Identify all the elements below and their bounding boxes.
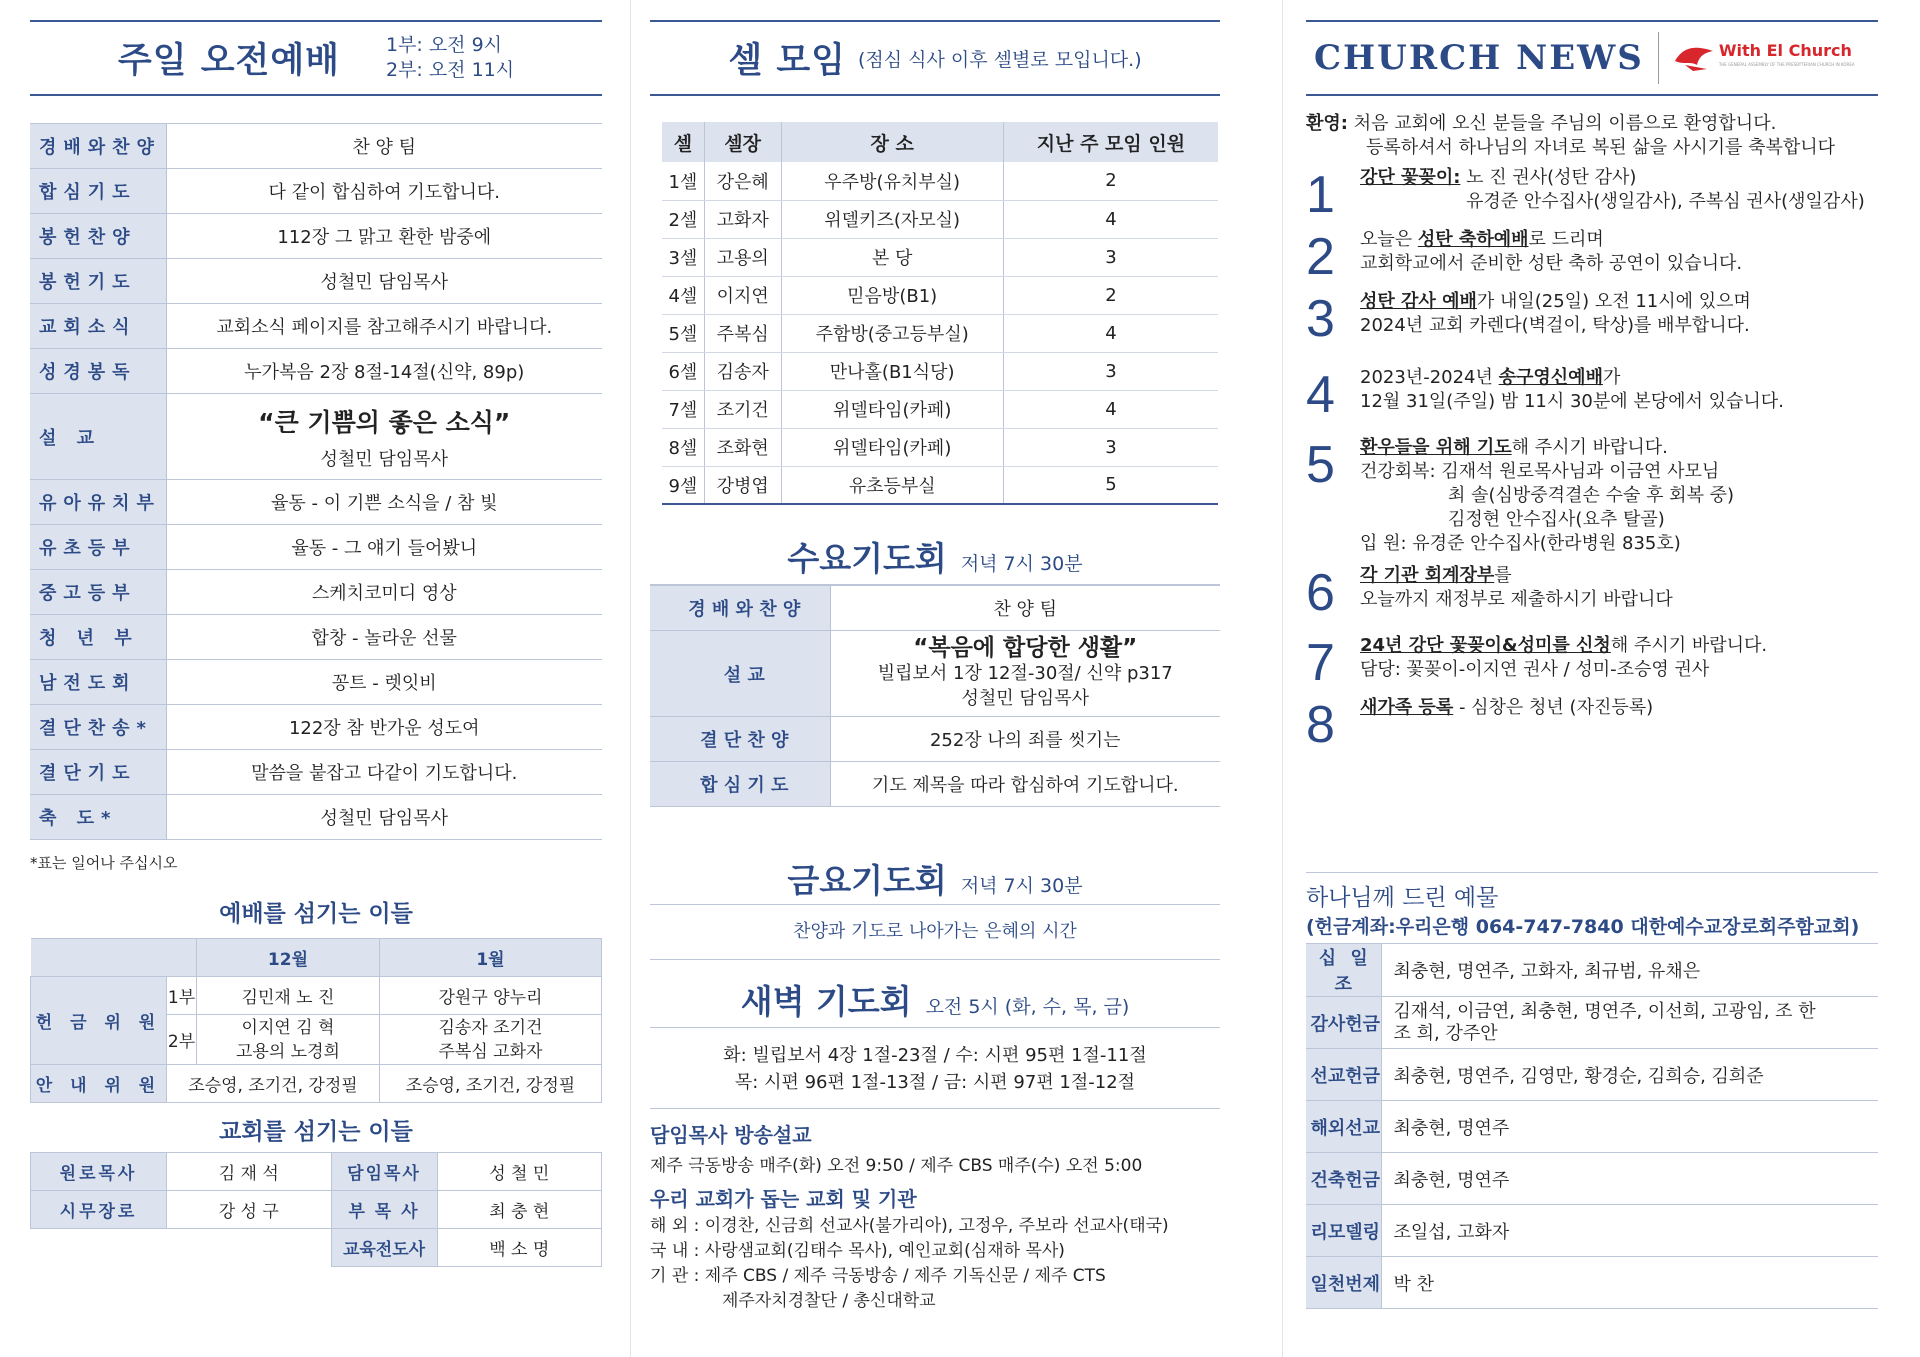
table-row: 선교헌금 최충현, 명연주, 김영만, 황경순, 김희승, 김희준 [1306,1049,1878,1101]
table-row: 해외선교 최충현, 명연주 [1306,1101,1878,1153]
table-row: 1셀 강은혜 우주방(유치부실) 2 [662,162,1218,200]
support-list: 해 외 : 이경찬, 신금희 선교사(불가리아), 고정우, 주보라 선교사(태국) 국 내 : 사랑샘교회(김태수 목사), 예인교회(심재하 목사) 기 관 : 제주 CBS / 제주 극동방송 / 제주 기독신문 / 제주 CTS 제주자치경찰단 / 총신대학교 [650,1216,1169,1311]
list-item: 3 성탄 감사 예배가 내일(25일) 오전 11시에 있으며 2024년 교회 카렌다(벽걸이, 탁상)를 배부합니다. [1306,290,1751,348]
table-row: 중고등부 스케치코미디 영상 [30,570,602,615]
list-item: 8 새가족 등록 - 심창은 청년 (자진등록) [1306,696,1654,754]
offering-account: (헌금계좌:우리은행 064-747-7840 대한예수교장로회주함교회) [1306,912,1878,944]
news-header [1306,20,1878,96]
wed-header: 수요기도회 저녁 7시 30분 [650,533,1220,585]
table-row: 유아유치부 율동 - 이 기쁜 소식을 / 참 빛 [30,480,602,525]
table-row: 건축헌금 최충현, 명연주 [1306,1153,1878,1205]
church-staff-title: 교회를 섬기는 이들 [219,1119,413,1145]
table-row: 유초등부 율동 - 그 얘기 들어봤니 [30,525,602,570]
list-item: 2 오늘은 성탄 축하예배로 드리며 교회학교에서 준비한 성탄 축하 공연이 있습니다. [1306,228,1743,286]
table-row: 성경봉독 누가복음 2장 8절-14절(신약, 89p) [30,349,602,394]
support-title: 우리 교회가 돕는 교회 및 기관 [650,1187,917,1211]
order-of-worship [30,123,602,840]
list-item: 1 강단 꽃꽂이: 노 진 권사(성탄 감사) 유경준 안수집사(생일감사), 주복심 권사(생일감사) [1306,166,1865,224]
morning-header [30,20,602,96]
cell-table: 셀 셀장 장 소 지난 주 모임 인원 1셀 강은혜 우주방(유치부실) 2 2셀 고화자 위델키즈(자모실) 4 3셀 고용의 본 당 3 4셀 이지연 믿음방(B1) 2 5셀 주복심 주함방(중고등부실) 4 6셀 김송자 만나홀(B1식당) 3 7셀 조기건 위델타임(카페) 4 8셀 조화현 위델타임(카페) 3 9셀 강병엽 유초등부실 5 [662,122,1218,505]
servers-title: 예배를 섬기는 이들 [219,901,413,927]
table-row: 리모델링 조일섭, 고화자 [1306,1205,1878,1257]
offering-table [1306,944,1878,1309]
morning-title: 주일 오전예배 [117,41,340,81]
table-row: 7셀 조기건 위델타임(카페) 4 [662,390,1218,428]
news-title: CHURCH NEWS [1314,38,1644,78]
dawn-readings: 화: 빌립보서 4장 1절-23절 / 수: 시편 95편 1절-11절 목: 시편 96편 1절-13절 / 금: 시편 97편 1절-12절 [650,1028,1220,1109]
sermon-preacher: 성철민 담임목사 [320,448,448,470]
table-row: 결단찬송* 122장 참 반가운 성도여 [30,705,602,750]
table-row: 결단기도 말씀을 붙잡고 다같이 기도합니다. [30,750,602,795]
list-item: 6 각 기관 회계장부를 오늘까지 재정부로 제출하시기 바랍니다 [1306,564,1673,622]
table-row: 9셀 강병엽 유초등부실 5 [662,466,1218,504]
table-row: 감사헌금 김재석, 이금연, 최충현, 명연주, 이선희, 고광임, 조 한 조 희, 강주안 [1306,997,1878,1049]
table-row: 남전도회 꽁트 - 렛잇비 [30,660,602,705]
dawn-header: 새벽 기도회 오전 5시 (화, 수, 목, 금) [650,976,1220,1028]
table-row: 8셀 조화현 위델타임(카페) 3 [662,428,1218,466]
column-meetings [650,0,1220,1357]
dove-icon [1673,43,1715,73]
fri-header: 금요기도회 저녁 7시 30분 [650,855,1220,905]
cell-header [650,20,1220,96]
servers-table: 12월 1월 헌 금 위 원 1부 김민재 노 진 강원구 양누리 2부 이지연 김 혁 고용의 노경희 김송자 조기건 주복심 고화자 안 내 위 원 조승영, 조기건, 강정필 조승영, 조기건, 강정필 [30,938,602,1103]
service-times: 1부: 오전 9시 2부: 오전 11시 [385,34,515,81]
news-list: 환영: 처음 교회에 오신 분들을 주님의 이름으로 환영합니다. 등록하셔서 하나님의 자녀로 복된 삶을 사시기를 축복합니다 1 강단 꽃꽂이: 노 진 권사(성탄 감사) 유경준 안수집사(생일감사), 주복심 권사(생일감사) 2 오늘은 성탄 축하예배로 드리며 교회학교에서 준비한 성탄 축하 공연이 있습니다. 3 성탄 감사 예배가 내일(25일) 오전 11시에 있으며 2024년 교회 카렌다(벽걸이, 탁상)를 배부합니다. 4 2023년-2024년 송구영신예배가 12월 31일(주일) 밤 11시 30분에 본당에서 있습니다. 5 환우들을 위해 기도해 주시기 바랍니다. 건강회복: 김재석 원로목사님과 이금연 사모님 최 솔(심방중격결손 수술 후 회복 중) 김정현 안수집사(요추 탈골) 입 원: 유경준 안수집사(한라병원 835호) 6 각 기관 회계장부를 오늘까지 재정부로 제출하시기 바랍니다 7 24년 강단 꽃꽂이&성미를 신청해 주시기 바랍니다. 담당: 꽃꽂이-이지연 권사 / 성미-조승영 권사 8 새가족 등록 - 심창은 청년 (자진등록) [1306,112,1878,754]
column-news [1306,0,1878,1357]
welcome: 환영: 처음 교회에 오신 분들을 주님의 이름으로 환영합니다. [1306,113,1777,134]
list-item: 4 2023년-2024년 송구영신예배가 12월 31일(주일) 밤 11시 30분에 본당에서 있습니다. [1306,366,1784,424]
table-row: 일천번제 박 찬 [1306,1257,1878,1309]
table-row: 봉헌기도 성철민 담임목사 [30,259,602,304]
table-row: 봉헌찬양 112장 그 맑고 환한 밤중에 [30,214,602,259]
sermon-row: 설 교 “큰 기쁨의 좋은 소식” 성철민 담임목사 [30,394,602,480]
table-row: 4셀 이지연 믿음방(B1) 2 [662,276,1218,314]
table-row: 2셀 고화자 위델키즈(자모실) 4 [662,200,1218,238]
table-row: 교회소식 교회소식 페이지를 참고해주시기 바랍니다. [30,304,602,349]
offering-title: 하나님께 드린 예물 [1306,885,1499,911]
church-staff-table: 원로목사 김 재 석 담임목사 성 철 민 시무장로 강 성 구 부 목 사 최 충 현 교육전도사 백 소 명 [30,1152,602,1267]
broadcast-title: 담임목사 방송설교 [650,1123,812,1147]
table-row: 합심기도 다 같이 합심하여 기도합니다. [30,169,602,214]
wed-table: 경 배 와 찬 양 찬 양 팀 설 교 “복음에 합당한 생활” 빌립보서 1장 12절-30절/ 신약 p317 성철민 담임목사 결 단 찬 양 252장 나의 죄를 씻기는 합 심 기 도 기도 제목을 따라 합심하여 기도합니다. [650,585,1220,807]
offering-section [1306,872,1878,1309]
broadcast-text: 제주 극동방송 매주(화) 오전 9:50 / 제주 CBS 매주(수) 오전 5:00 [650,1156,1143,1176]
cell-subtitle: (점심 식사 이후 셀별로 모입니다.) [857,48,1142,71]
cell-title: 셀 모임 [728,41,846,81]
table-row: 5셀 주복심 주함방(중고등부실) 4 [662,314,1218,352]
table-row: 십 일 조 최충현, 명연주, 고화자, 최규범, 유채은 [1306,944,1878,997]
table-row: 청 년 부 합창 - 놀라운 선물 [30,615,602,660]
column-worship [30,0,602,1357]
table-row: 경배와찬양 찬 양 팀 [30,124,602,169]
standing-note: *표는 일어나 주십시오 [30,854,178,872]
table-row: 3셀 고용의 본 당 3 [662,238,1218,276]
church-logo: With El Church THE GENERAL ASSEMBLY OF THE PRESBYTERIAN CHURCH IN KOREA [1673,43,1855,73]
fri-desc: 찬양과 기도로 나아가는 은혜의 시간 [650,905,1220,960]
list-item: 5 환우들을 위해 기도해 주시기 바랍니다. 건강회복: 김재석 원로목사님과 이금연 사모님 최 솔(심방중격결손 수술 후 회복 중) 김정현 안수집사(요추 탈골) 입 원: 유경준 안수집사(한라병원 835호) [1306,436,1735,554]
sermon-title: “큰 기쁨의 좋은 소식” [258,407,511,437]
list-item: 7 24년 강단 꽃꽂이&성미를 신청해 주시기 바랍니다. 담당: 꽃꽂이-이지연 권사 / 성미-조승영 권사 [1306,634,1768,692]
table-row: 축 도* 성철민 담임목사 [30,795,602,840]
table-row: 6셀 김송자 만나홀(B1식당) 3 [662,352,1218,390]
